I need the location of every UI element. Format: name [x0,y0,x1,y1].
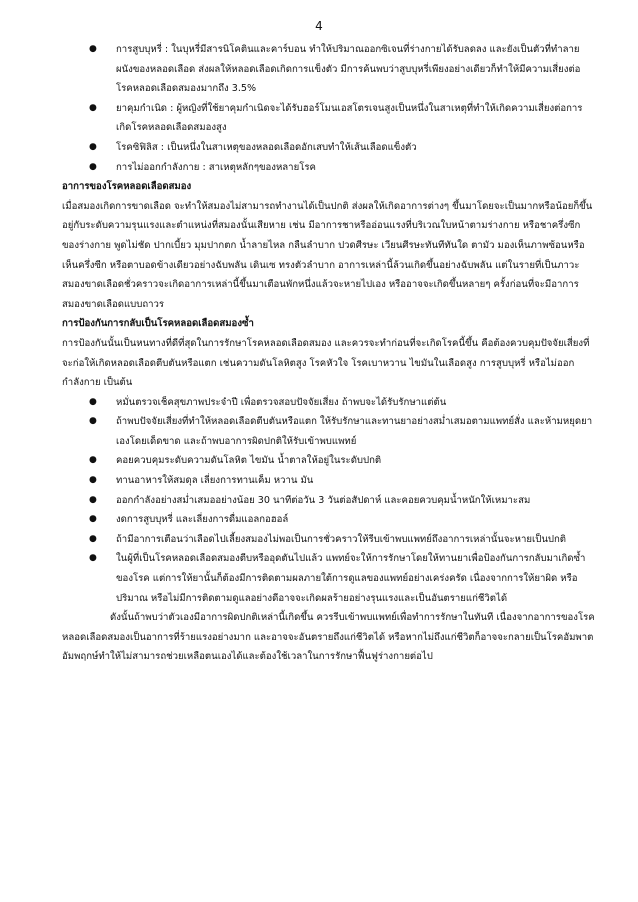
risk-item-no-exercise: ● การไม่ออกกำลังกาย : สาเหตุหลักๆของหลายโรค [62,158,596,178]
risk-factor-list [62,40,596,177]
prevention-item: ● คอยควบคุมระดับความดันโลหิต ไขมัน น้ำตาลให้อยู่ในระดับปกติ [62,451,596,471]
prevention-item: ● ทานอาหารให้สมดุล เลี่ยงการทานเค็ม หวาน มัน [62,471,596,491]
page-content [62,40,596,667]
prevention-item: ● ออกกำลังอย่างสม่ำเสมออย่างน้อย 30 นาทีต่อวัน 3 วันต่อสัปดาห์ และคอยควบคุมน้ำหนักให้เหมาะสม [62,491,596,511]
prevention-heading: การป้องกันการกลับเป็นโรคหลอดเลือดสมองซ้ำ [62,318,254,330]
prevention-item: ● ถ้ามีอาการเตือนว่าเลือดไปเลี้ยงสมองไม่พอเป็นการชั่วคราวให้รีบเข้าพบแพทย์ถึงอาการเหล่านั้นจะหายเป็นปกติ [62,530,596,550]
prevention-item: ● ถ้าพบปัจจัยเสี่ยงที่ทำให้หลอดเลือดตีบตันหรือแตก ให้รับรักษาและทานยาอย่างสม่ำเสมอตามแพทย์สั่ง และห้ามหยุดยาเองโดยเด็ดขาด และถ้าพบอาการผิดปกติให้รับเข้าพบแพทย์ [62,412,596,451]
symptoms-paragraph: เมื่อสมองเกิดการขาดเลือด จะทำให้สมองไม่สามารถทำงานได้เป็นปกติ ส่งผลให้เกิดอาการต่างๆ ขึ้นมาโดยจะเป็นมากหรือน้อยก็ขึ้นอยู่กับระดับความรุนแรงและตำแหน่งที่สมองนั้นเสียหาย เช่น มีอาการชาหรืออ่อนแรงที่บริเวณใบหน้าตามร่างกาย หรือชาครึ่งซีกของร่างกาย พูดไม่ชัด ปากเบี้ยว มุมปากตก น้ำลายไหล กลืนลำบาก ปวดศีรษะ เวียนศีรษะทันทีทันใด ตามัว มองเห็นภาพซ้อนหรือเห็นครึ่งซีก หรือตาบอดข้างเดียวอย่างฉับพลัน เดินเซ ทรงตัวลำบาก อาการเหล่านี้ล้วนเกิดขึ้นอย่างฉับพลัน แต่ในรายที่เป็นภาวะสมองขาดเลือดชั่วคราวจะเกิดอาการเหล่านี้ขึ้นมาเตือนพักหนึ่งแล้วจะหายไปเอง หรืออาจจะเกิดขึ้นหลายๆ ครั้งก่อนที่จะมีอาการสมองขาดเลือดแบบถาวร [62,200,593,310]
risk-item-contraceptive: ● ยาคุมกำเนิด : ผู้หญิงที่ใช้ยาคุมกำเนิดจะได้รับฮอร์โมนเอสโตรเจนสูงเป็นหนึ่งในสาเหตุที่ทำให้เกิดความเสี่ยงต่อการเกิดโรคหลอดเลือดสมองสูง [62,99,596,138]
page-number: 4 [315,19,323,33]
symptoms-heading: อาการของโรคหลอดเลือดสมอง [62,181,192,193]
prevention-list [62,393,596,609]
risk-item-syphilis: ● โรคซิฟิลิส : เป็นหนึ่งในสาเหตุของหลอดเลือดอักเสบทำให้เส้นเลือดแข็งตัว [62,138,596,158]
risk-item-smoking: ● การสูบบุหรี่ : ในบุหรี่มีสารนิโคตินและคาร์บอน ทำให้ปริมาณออกซิเจนที่ร่างกายได้รับลดลง และยังเป็นตัวที่ทำลายผนังของหลอดเลือด ส่งผลให้หลอดเลือดเกิดการแข็งตัว มีการค้นพบว่าสูบบุหรี่เพียงอย่างเดียวก็ทำให้มีความเสี่ยงต่อโรคหลอดเลือดสมองมากถึง 3.5% [62,40,596,99]
prevention-item: ● งดการสูบบุหรี่ และเลี่ยงการดื่มแอลกอฮอล์ [62,510,596,530]
prevention-paragraph: การป้องกันนั้นเป็นหนทางที่ดีที่สุดในการรักษาโรคหลอดเลือดสมอง และควรจะทำก่อนที่จะเกิดโรคนี้ขึ้น คือต้องควบคุมปัจจัยเสี่ยงที่จะก่อให้เกิดหลอดเลือดตีบตันหรือแตก เช่นความดันโลหิตสูง โรคหัวใจ โรคเบาหวาน ไขมันในเลือดสูง การสูบบุหรี่ หรือไม่ออกกำลังกาย เป็นต้น [62,337,590,389]
conclusion-paragraph: ดังนั้นถ้าพบว่าตัวเองมีอาการผิดปกติเหล่านี้เกิดขึ้น ควรรีบเข้าพบแพทย์เพื่อทำการรักษาในทันที เนื่องจากอาการของโรคหลอดเลือดสมองเป็นอาการที่ร้ายแรงอย่างมาก และอาจจะอันตรายถึงแก่ชีวิตได้ หรือหากไม่ถึงแก่ชีวิตก็อาจจะกลายเป็นโรคอัมพาต อัมพฤกษ์ทำให้ไม่สามารถช่วยเหลือตนเองได้และต้องใช้เวลาในการรักษาฟื้นฟูร่างกายต่อไป [62,612,595,663]
prevention-item: ● ในผู้ที่เป็นโรคหลอดเลือดสมองตีบหรืออุดตันไปแล้ว แพทย์จะให้การรักษาโดยให้ทานยาเพื่อป้องกันการกลับมาเกิดซ้ำของโรค แต่การให้ยานั้นก็ต้องมีการติดตามผลภายใต้การดูแลของแพทย์อย่างเคร่งครัด เนื่องจากการให้ยาผิด หรือปริมาณ หรือไม่มีการติดตามดูแลอย่างดีอาจจะเกิดผลร้ายอย่างรุนแรงและเป็นอันตรายแก่ชีวิตได้ [62,549,596,608]
prevention-item: ● หมั่นตรวจเช็คสุขภาพประจำปี เพื่อตรวจสอบปัจจัยเสี่ยง ถ้าพบจะได้รับรักษาแต่ต้น [62,393,596,413]
